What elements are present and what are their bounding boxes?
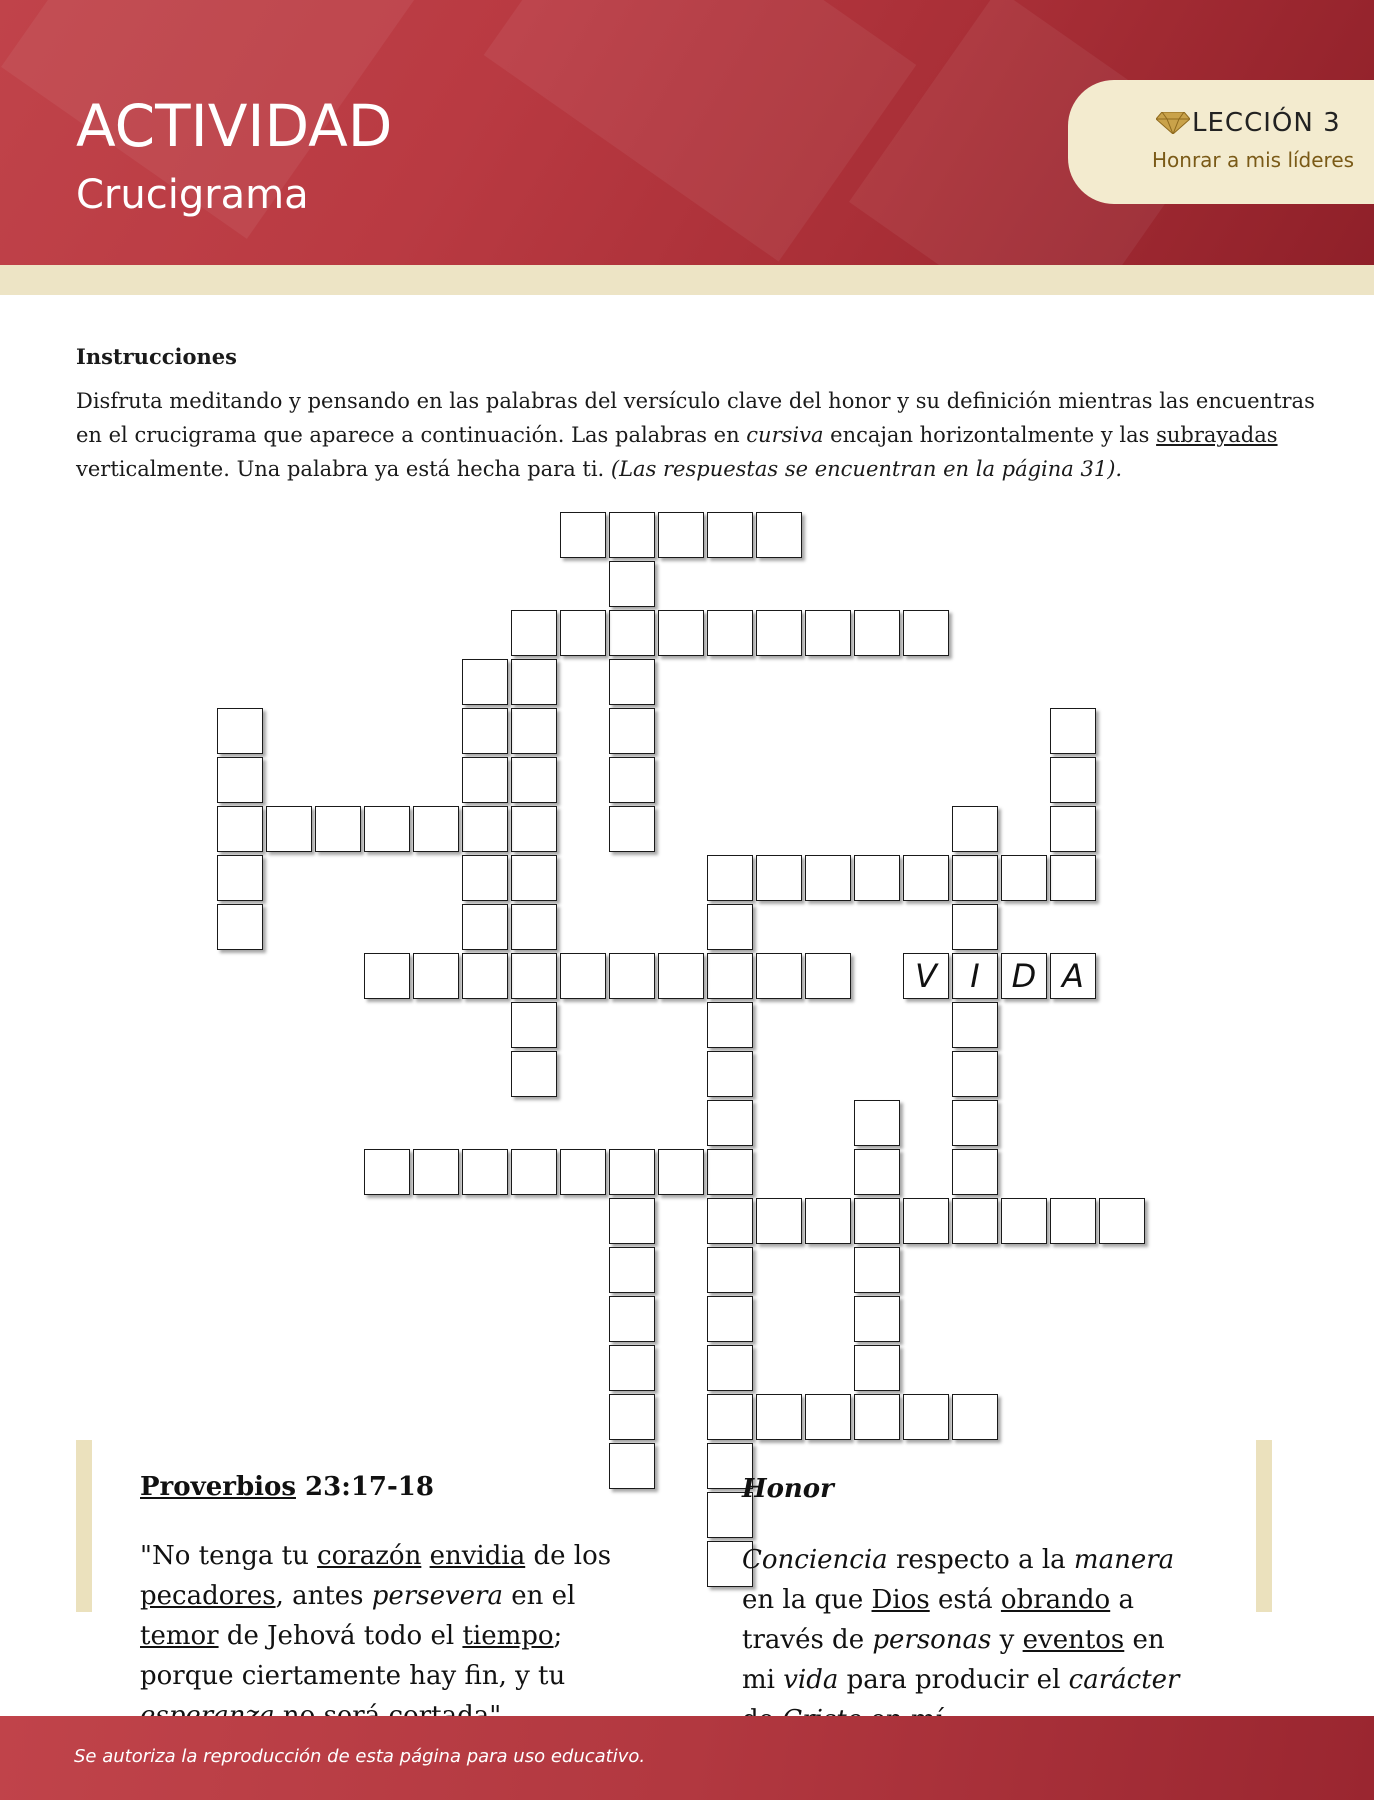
- crossword-cell[interactable]: [511, 1149, 557, 1195]
- diamond-icon: [1156, 112, 1190, 134]
- crossword-cell[interactable]: [707, 1247, 753, 1293]
- crossword-cell[interactable]: [511, 610, 557, 656]
- instructions-heading: Instrucciones: [76, 344, 237, 369]
- crossword-cell[interactable]: [854, 1394, 900, 1440]
- crossword-cell[interactable]: [560, 953, 606, 999]
- verse-reference: Proverbios 23:17-18: [140, 1472, 434, 1502]
- crossword-cell[interactable]: [952, 1198, 998, 1244]
- crossword-cell[interactable]: [511, 757, 557, 803]
- crossword-cell[interactable]: [609, 1296, 655, 1342]
- crossword-cell[interactable]: [805, 1198, 851, 1244]
- crossword-cell[interactable]: D: [1001, 953, 1047, 999]
- lesson-badge: [1068, 80, 1374, 204]
- verse-text: "No tenga tu corazón envidia de los pecadores, antes persevera en el temor de Jehová todo el tiempo; porque ciertamente hay fin, y tu: [140, 1541, 612, 1691]
- crossword-cell[interactable]: [756, 610, 802, 656]
- crossword-cell[interactable]: [707, 1198, 753, 1244]
- crossword-cell[interactable]: [609, 512, 655, 558]
- crossword-cell[interactable]: [756, 1394, 802, 1440]
- crossword-cell[interactable]: [707, 1002, 753, 1048]
- verse-left-bar: [76, 1440, 92, 1612]
- crossword-cell[interactable]: [952, 1149, 998, 1195]
- page-subtitle: Crucigrama: [76, 172, 309, 218]
- crossword-cell[interactable]: [609, 708, 655, 754]
- crossword-cell[interactable]: [707, 1100, 753, 1146]
- crossword-cell[interactable]: [903, 1198, 949, 1244]
- crossword-cell[interactable]: [511, 1002, 557, 1048]
- crossword-cell[interactable]: [609, 659, 655, 705]
- crossword-cell[interactable]: [707, 1394, 753, 1440]
- page-title: ACTIVIDAD: [76, 92, 393, 160]
- crossword-cell[interactable]: [854, 1198, 900, 1244]
- crossword-cell[interactable]: [952, 855, 998, 901]
- crossword-cell[interactable]: [952, 904, 998, 950]
- crossword-cell[interactable]: [903, 1394, 949, 1440]
- crossword-cell[interactable]: [658, 1149, 704, 1195]
- crossword-cell[interactable]: [609, 1198, 655, 1244]
- crossword-cell[interactable]: [462, 757, 508, 803]
- crossword-cell[interactable]: [511, 855, 557, 901]
- crossword-cell[interactable]: [511, 806, 557, 852]
- crossword-cell[interactable]: [707, 855, 753, 901]
- crossword-cell[interactable]: [609, 1149, 655, 1195]
- crossword-cell[interactable]: [1050, 855, 1096, 901]
- crossword-cell[interactable]: [609, 1247, 655, 1293]
- crossword-cell[interactable]: [511, 953, 557, 999]
- honor-title: Honor: [742, 1474, 834, 1504]
- crossword-cell[interactable]: [609, 757, 655, 803]
- crossword-cell[interactable]: [854, 1149, 900, 1195]
- crossword-cell[interactable]: [854, 1345, 900, 1391]
- crossword-cell[interactable]: [364, 953, 410, 999]
- crossword-cell[interactable]: [854, 1296, 900, 1342]
- header-banner: [0, 0, 1374, 265]
- crossword-cell[interactable]: [511, 659, 557, 705]
- crossword-cell[interactable]: [217, 806, 263, 852]
- crossword-cell[interactable]: [217, 708, 263, 754]
- crossword-cell[interactable]: [462, 708, 508, 754]
- crossword-cell[interactable]: [854, 1100, 900, 1146]
- crossword-cell[interactable]: [413, 806, 459, 852]
- crossword-cell[interactable]: [217, 904, 263, 950]
- crossword-cell[interactable]: [364, 1149, 410, 1195]
- crossword-cell[interactable]: [413, 1149, 459, 1195]
- crossword-cell[interactable]: [560, 512, 606, 558]
- crossword-cell[interactable]: [1050, 806, 1096, 852]
- instructions-text: Disfruta meditando y pensando en las palabras del versículo clave del honor y su definición mientras las encuentras en el crucigrama que aparece a continuación. Las palabras en cursiva encajan horizontalmente y las subrayadas verticalmente. Una palabra ya está hecha para ti. (Las respuestas se encuentran en la página 31).: [76, 389, 1315, 481]
- crossword-cell[interactable]: [462, 953, 508, 999]
- crossword-cell[interactable]: [952, 806, 998, 852]
- crossword-cell[interactable]: [217, 855, 263, 901]
- crossword-cell[interactable]: [707, 904, 753, 950]
- crossword-cell[interactable]: [609, 1394, 655, 1440]
- footer-banner: [0, 1716, 1374, 1800]
- crossword-cell[interactable]: [609, 806, 655, 852]
- lesson-name: Honrar a mis líderes: [1152, 148, 1355, 172]
- crossword-cell[interactable]: [511, 708, 557, 754]
- crossword-cell[interactable]: [364, 806, 410, 852]
- crossword-cell[interactable]: [952, 1394, 998, 1440]
- lesson-label: LECCIÓN 3: [1192, 108, 1341, 138]
- crossword-cell[interactable]: [560, 1149, 606, 1195]
- crossword-cell[interactable]: [609, 953, 655, 999]
- crossword-cell[interactable]: [658, 953, 704, 999]
- crossword-cell[interactable]: [658, 610, 704, 656]
- crossword-cell[interactable]: [903, 610, 949, 656]
- crossword-cell[interactable]: I: [952, 953, 998, 999]
- crossword-cell[interactable]: [413, 953, 459, 999]
- crossword-cell[interactable]: [805, 1394, 851, 1440]
- crossword-cell[interactable]: [805, 855, 851, 901]
- crossword-cell[interactable]: [756, 855, 802, 901]
- crossword-cell[interactable]: [462, 1149, 508, 1195]
- crossword-cell[interactable]: [1099, 1198, 1145, 1244]
- crossword-cell[interactable]: [854, 610, 900, 656]
- crossword-cell[interactable]: [609, 1443, 655, 1489]
- crossword-cell[interactable]: [903, 855, 949, 901]
- crossword-cell[interactable]: [266, 806, 312, 852]
- crossword-cell[interactable]: [658, 512, 704, 558]
- crossword-cell[interactable]: [1050, 1198, 1096, 1244]
- crossword-cell[interactable]: [805, 610, 851, 656]
- crossword-cell[interactable]: [1050, 757, 1096, 803]
- crossword-cell[interactable]: [707, 512, 753, 558]
- crossword-cell[interactable]: [1050, 708, 1096, 754]
- crossword-cell[interactable]: [462, 659, 508, 705]
- honor-definition: Conciencia respecto a la manera en la que Dios está obrando a través de personas y eventos en mi vida para producir el carácter: [742, 1545, 1180, 1695]
- crossword-cell[interactable]: [805, 953, 851, 999]
- crossword-cell[interactable]: [707, 1051, 753, 1097]
- crossword-cell[interactable]: [952, 1051, 998, 1097]
- crossword-cell[interactable]: V: [903, 953, 949, 999]
- crossword-cell[interactable]: [707, 610, 753, 656]
- footer-text: Se autoriza la reproducción de esta página para uso educativo.: [74, 1746, 646, 1767]
- verse-right-bar: [1256, 1440, 1272, 1612]
- crossword-cell[interactable]: [315, 806, 361, 852]
- crossword-cell[interactable]: [707, 1149, 753, 1195]
- crossword-cell[interactable]: [511, 904, 557, 950]
- crossword-cell[interactable]: [756, 1198, 802, 1244]
- crossword-cell[interactable]: [609, 561, 655, 607]
- crossword-cell[interactable]: [952, 1100, 998, 1146]
- crossword-cell[interactable]: [707, 1296, 753, 1342]
- crossword-cell[interactable]: [854, 855, 900, 901]
- crossword-cell[interactable]: [462, 806, 508, 852]
- crossword-cell[interactable]: [707, 953, 753, 999]
- crossword-cell[interactable]: [756, 512, 802, 558]
- crossword-cell[interactable]: [609, 1345, 655, 1391]
- crossword-cell[interactable]: [707, 1345, 753, 1391]
- crossword-cell[interactable]: A: [1050, 953, 1096, 999]
- crossword-cell[interactable]: [1001, 855, 1047, 901]
- crossword-cell[interactable]: [462, 904, 508, 950]
- crossword-cell[interactable]: [756, 953, 802, 999]
- header-divider: [0, 265, 1374, 295]
- crossword-cell[interactable]: [854, 1247, 900, 1293]
- crossword-cell[interactable]: [1001, 1198, 1047, 1244]
- crossword-cell[interactable]: [462, 855, 508, 901]
- crossword-cell[interactable]: [511, 1051, 557, 1097]
- crossword-cell[interactable]: [952, 1002, 998, 1048]
- crossword-cell[interactable]: [560, 610, 606, 656]
- crossword-cell[interactable]: [609, 610, 655, 656]
- crossword-cell[interactable]: [217, 757, 263, 803]
